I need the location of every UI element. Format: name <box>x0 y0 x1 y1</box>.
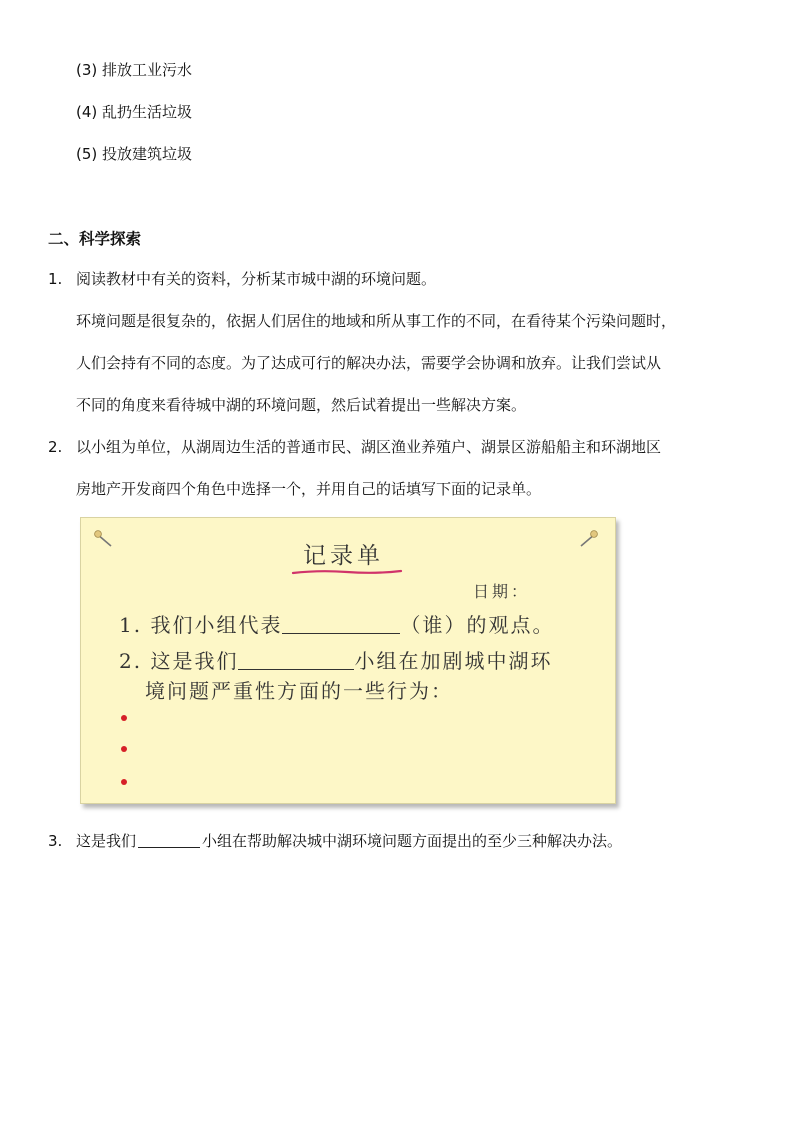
question-1-prompt: 阅读教材中有关的资料，分析某市城中湖的环境问题。 <box>76 270 437 288</box>
fill-blank-group-name[interactable] <box>138 831 200 848</box>
question-1-paragraph-line: 环境问题是很复杂的，依据人们居住的地域和所从事工作的不同，在看待某个污染问题时， <box>76 312 677 330</box>
list-item-number: (5) <box>76 145 98 163</box>
question-3-text-end: 小组在帮助解决城中湖环境问题方面提出的至少三种解决办法。 <box>202 832 623 850</box>
question-3-number: 3. <box>48 832 63 850</box>
list-item-text: 投放建筑垃圾 <box>102 145 193 163</box>
list-item-text: 乱扔生活垃圾 <box>102 103 193 121</box>
question-1-number: 1. <box>48 270 63 288</box>
bullet-point <box>121 746 127 752</box>
section-heading: 二、科学探索 <box>48 230 142 248</box>
question-1-paragraph-line: 人们会持有不同的态度。为了达成可行的解决办法，需要学会协调和放弃。让我们尝试从 <box>76 354 662 372</box>
fill-blank-group[interactable] <box>238 651 354 670</box>
list-item-text: 排放工业污水 <box>102 61 193 79</box>
bullet-point <box>121 779 127 785</box>
question-2-number: 2. <box>48 438 63 456</box>
list-item-number: (3) <box>76 61 98 79</box>
question-3-line <box>76 831 622 851</box>
pushpin-icon <box>577 526 601 550</box>
card-line-1 <box>119 612 554 638</box>
bullet-point <box>121 715 127 721</box>
question-1-paragraph-line: 不同的角度来看待城中湖的环境问题，然后试着提出一些解决方案。 <box>76 396 527 414</box>
fill-blank-who[interactable] <box>282 615 400 634</box>
list-item-3 <box>76 60 192 80</box>
card-line-3: 境问题严重性方面的一些行为： <box>145 679 453 703</box>
card-line-2-end: 小组在加剧城中湖环 <box>354 649 553 673</box>
question-3-text-start: 这是我们 <box>76 832 137 850</box>
card-date-label: 日期： <box>473 582 531 601</box>
card-title: 记录单 <box>303 543 384 569</box>
record-card <box>80 517 616 804</box>
question-2-line: 房地产开发商四个角色中选择一个，并用自己的话填写下面的记录单。 <box>76 480 542 498</box>
card-line-2 <box>119 648 552 674</box>
title-underline <box>291 568 403 576</box>
list-item-number: (4) <box>76 103 98 121</box>
list-item-5 <box>76 144 192 164</box>
question-2-line: 以小组为单位，从湖周边生活的普通市民、湖区渔业养殖户、湖景区游船船主和环湖地区 <box>76 438 662 456</box>
card-line-1-start: 1. 我们小组代表 <box>119 613 283 637</box>
pushpin-icon <box>91 526 115 550</box>
card-line-2-start: 2. 这是我们 <box>119 649 239 673</box>
card-line-1-end: （谁）的观点。 <box>400 613 555 637</box>
list-item-4 <box>76 102 192 122</box>
